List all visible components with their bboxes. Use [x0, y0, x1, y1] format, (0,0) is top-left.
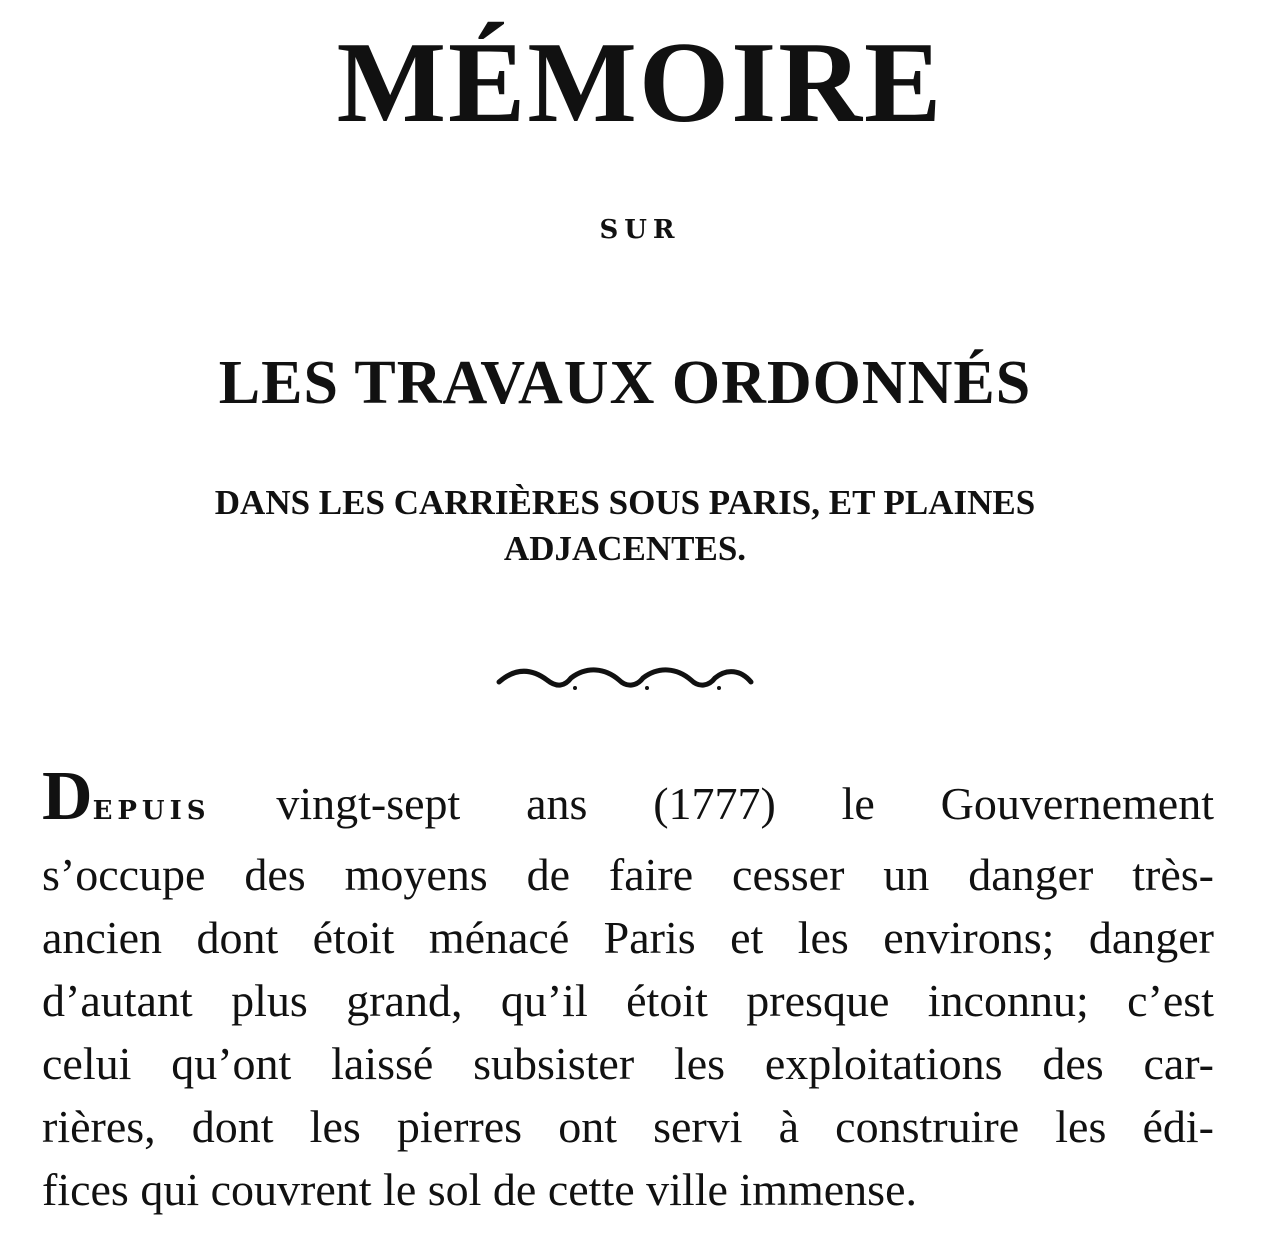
paragraph-line: celui qu’ont laissé subsister les exploitations des car-: [42, 1038, 1214, 1089]
paragraph-line: s’occupe des moyens de faire cesser un danger très-: [42, 849, 1214, 900]
paragraph-line-text: vingt-sept ans (1777) le Gouvernement: [210, 778, 1214, 829]
paragraph-line: fices qui couvrent le sol de cette ville immense.: [42, 1164, 917, 1215]
title-connector: SUR: [599, 215, 681, 245]
subtitle: LES TRAVAUX ORDONNÉS: [218, 349, 1032, 417]
drop-cap: D: [42, 758, 93, 835]
body-paragraph: [42, 758, 1214, 1221]
small-caps-word: EPUIS: [92, 796, 211, 826]
subtitle-secondary: DANS LES CARRIÈRES SOUS PARIS, ET PLAINES ADJACENTES.: [214, 483, 1036, 568]
paragraph-line: ancien dont étoit ménacé Paris et les environs; danger: [42, 912, 1214, 963]
paragraph-line: d’autant plus grand, qu’il étoit presque inconnu; c’est: [42, 975, 1214, 1026]
paragraph-line: [42, 758, 1214, 843]
wave-ornament-icon: [495, 660, 755, 696]
page-title: MÉMOIRE: [336, 19, 944, 147]
paragraph-line: rières, dont les pierres ont servi à construire les édi-: [42, 1101, 1214, 1152]
